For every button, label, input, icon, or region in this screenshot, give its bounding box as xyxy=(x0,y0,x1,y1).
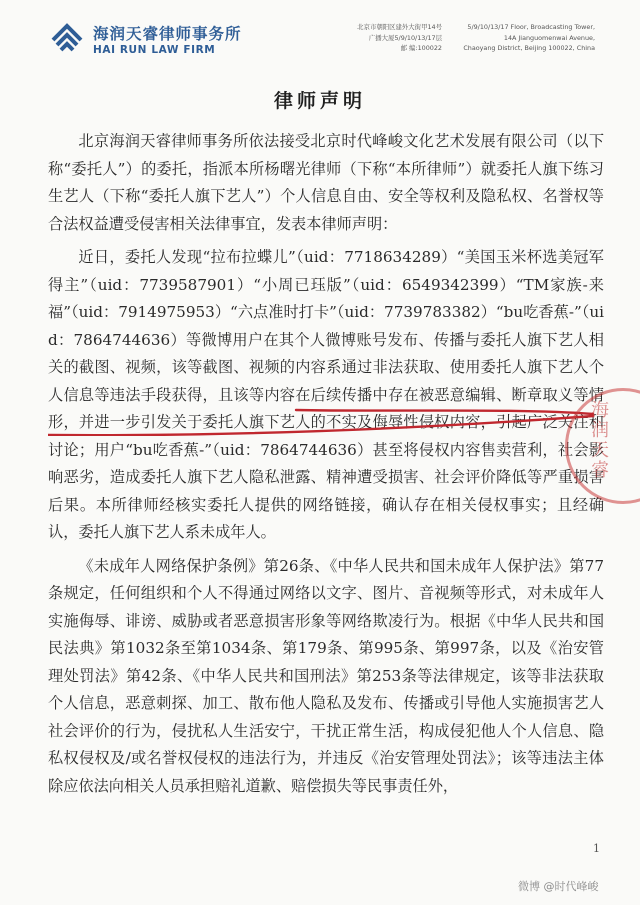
paragraph-facts: 近日，委托人发现“拉布拉蝶儿”（uid：7718634289）“美国玉米杯选美冠军得主”（uid：7739587901）“小周已珏版”（uid：6549342399）“TM家族-来福”（uid：7914975953）“六点准时打卡”（uid：7739783382）“bu吃香蕉-”（uid：7864744636）等微博用户在其个人微博账号发布、传播与委托人旗下艺人相关的截图、视频，该等截图、视频的内容系通过非法获取、使用委托人旗下艺人个人信息等违法手段获得，且该等内容在后续传播中存在被恶意编辑、断章取义等情形，并进一步引发关于委托人旗下艺人的不实及侮辱性侵权内容，引起广泛关注和讨论；用户“bu吃香蕉-”（uid：7864744636）甚至将侵权内容售卖营利，社会影响恶劣，造成委托人旗下艺人隐私泄露、精神遭受损害、社会评价降低等严重损害后果。本所律师经核实委托人提供的网络链接，确认存在相关侵权事实；且经确认，委托人旗下艺人系未成年人。 xyxy=(48,248,604,541)
address-en xyxy=(455,22,595,54)
page-number: 1 xyxy=(593,842,600,855)
address-cn xyxy=(352,22,442,54)
letterhead xyxy=(0,0,640,68)
firm-name-cn: 海润天睿律师事务所 xyxy=(93,25,242,43)
address-cn-line: 广播大厦5/9/10/13/17层 xyxy=(368,33,442,42)
address-cn-line: 北京市朝阳区建外大街甲14号 xyxy=(357,23,442,31)
paragraph-intro: 北京海润天睿律师事务所依法接受北京时代峰峻文化艺术发展有限公司（以下称“委托人”）的委托，指派本所杨曙光律师（下称“本所律师”）就委托人旗下练习生艺人（下称“委托人旗下艺人”）个人信息自由、安全等权利及隐私权、名誉权等合法权益遭受侵害相关法律事宜，发表本律师声明： xyxy=(48,132,604,233)
seal-text: 海润天睿 xyxy=(588,400,609,480)
paragraph-legal-basis: 《未成年人网络保护条例》第26条、《中华人民共和国未成年人保护法》第77条规定，任何组织和个人不得通过网络以文字、图片、音视频等形式，对未成年人实施侮辱、诽谤、威胁或者恶意损害形象等网络欺凌行为。根据《中华人民共和国民法典》第1032条至第1034条、第179条、第995条、第997条，以及《治安管理处罚法》第42条、《中华人民共和国刑法》第253条等法律规定，该等非法获取个人信息，恶意刺探、加工、散布他人隐私及发布、传播或引导他人实施损害艺人社会评价的行为，侵扰私人生活安宁，干扰正常生活，构成侵犯他人个人信息、隐私权侵权及/或名誉权侵权的违法行为，并违反《治安管理处罚法》；该等违法主体除应依法向相关人员承担赔礼道歉、赔偿损失等民事责任外， xyxy=(48,556,604,795)
address-en-line: 5/9/10/13/17 Floor, Broadcasting Tower, xyxy=(467,23,595,31)
document-title: 律师声明 xyxy=(273,90,366,112)
weibo-watermark: 微博 @时代峰峻 xyxy=(518,880,599,893)
address-cn-line: 邮 编:100022 xyxy=(400,44,442,52)
firm-logo-icon xyxy=(50,20,84,54)
address-en-line: Chaoyang District, Beijing 100022, China xyxy=(463,44,595,52)
address-en-line: 14A Jianguomenwai Avenue, xyxy=(503,33,595,42)
red-pen-underline xyxy=(48,406,594,436)
firm-name-en: HAI RUN LAW FIRM xyxy=(93,44,216,56)
document-body xyxy=(48,128,604,800)
